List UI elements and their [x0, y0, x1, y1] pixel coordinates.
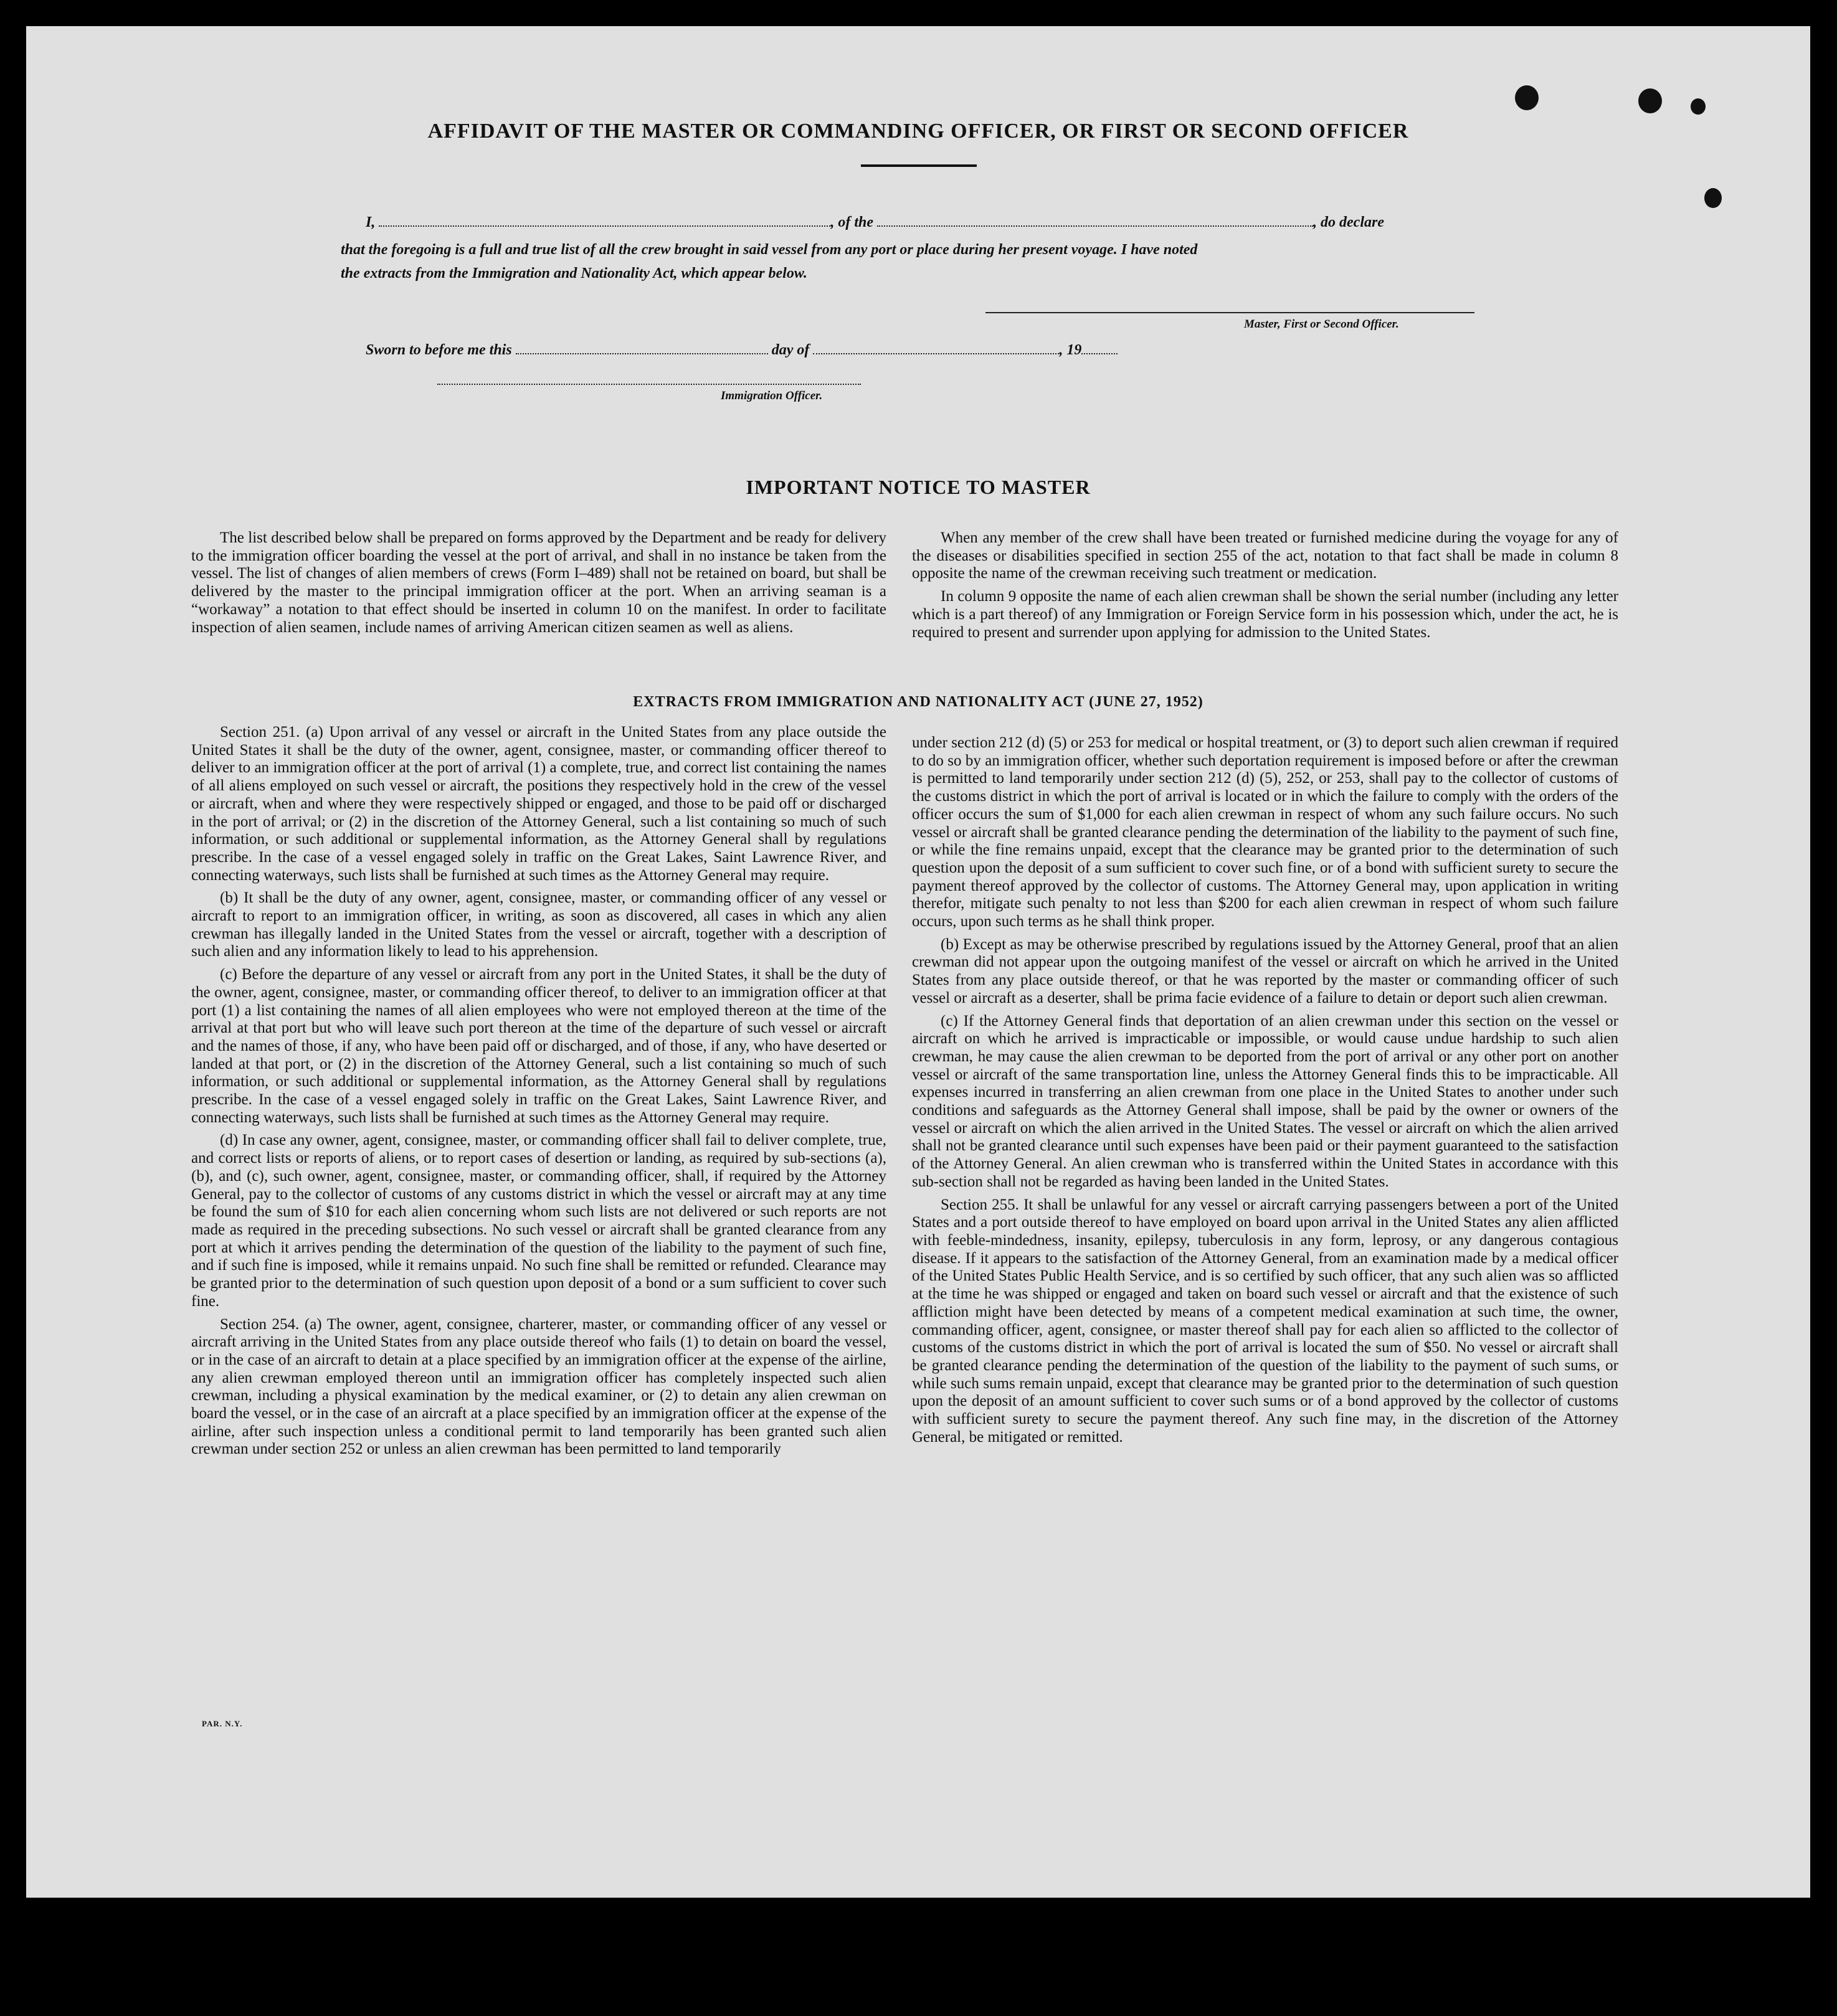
declaration-line — [366, 213, 1512, 231]
declare-prefix: I, — [366, 214, 376, 230]
notice-left-column — [191, 529, 886, 637]
statement-line-1: that the foregoing is a full and true list of all the crew brought in said vessel from any port or place during her present voyage. I have noted — [341, 242, 1198, 258]
section-254-c: (c) If the Attorney General finds that deportation of an alien crewman under this section on the vessel or aircraft on which he arrived is impracticable or impossible, or would cause undue hardship to such alien crewman, he may cause the alien crewman to be deported from the port of arrival or any other port on another vessel or aircraft of the same transportation line, unless the Attorney General finds this to be impracticable. All expenses incurred in transferring an alien crewman from one place in the United States to another under such conditions and safeguards as the Attorney General shall impose, shall be paid by the owner or owners of the vessel or aircraft on which the alien arrived in the United States. The vessel or aircraft on which the alien arrived shall not be granted clearance until such expenses have been paid or their payment guaranteed to the satisfaction of the Attorney General. An alien crewman who is transferred within the United States in accordance with this sub-section shall not be regarded as having been landed in the United States. — [912, 1012, 1618, 1190]
section-251-c: (c) Before the departure of any vessel or aircraft from any port in the United States, it shall be the duty of the owner, agent, consignee, master, or commanding officer thereof, to deliver to an immigration officer at that port (1) a list containing the names of all alien employees who were not employed thereon at the time of the arrival at that port but who will leave such port thereon at the time of the departure of such vessel or aircraft and the names of those, if any, who have been paid off or discharged, and of those, if any, who have deserted or landed at that port, or (2) in the discretion of the Attorney General, such a list containing so much of such information, or such additional or supplemental information, as the Attorney General shall by regulations prescribe. In the case of a vessel engaged solely in traffic on the Great Lakes, Saint Lawrence River, and connecting waterways, such lists shall be furnished at such times as the Attorney General may require. — [191, 966, 886, 1126]
name-field[interactable] — [379, 213, 830, 227]
title-rule — [861, 164, 977, 167]
section-251-b: (b) It shall be the duty of any owner, agent, consignee, master, or commanding officer of any vessel or aircraft to report to an immigration officer, in writing, as soon as discovered, all cases in which any alien crewman has illegally landed in the United States from the vessel or aircraft, together with a description of such alien and any information likely to lead to his apprehension. — [191, 889, 886, 960]
ink-blot — [1515, 85, 1539, 110]
sworn-day-field[interactable] — [516, 341, 768, 354]
extracts-title: EXTRACTS FROM IMMIGRATION AND NATIONALITY ACT (JUNE 27, 1952) — [633, 694, 1203, 710]
section-254-a: Section 254. (a) The owner, agent, consignee, charterer, master, or commanding officer of any vessel or aircraft arriving in the United States from any place outside thereof who fails (1) to detain on board the vessel, or in the case of an aircraft to detain at a place specified by an immigration officer at the expense of the airline, any alien crewman employed thereon until an immigration officer has completely inspected such alien crewman, including a physical examination by the medical examiner, or (2) to detain any alien crewman on board the vessel, or in the case of an aircraft at a place specified by an immigration officer at the expense of the airline, after such inspection unless a conditional permit to land temporarily has been granted such alien crewman under section 252 or unless an alien crewman has been permitted to land temporarily — [191, 1315, 886, 1458]
section-254-a-continued: under section 212 (d) (5) or 253 for medical or hospital treatment, or (3) to deport such alien crewman if required to do so by an immigration officer, whether such deportation requirement is imposed before or after the crewman is permitted to land temporarily under section 212 (d) (5), 252, or 253, shall pay to the collector of customs of the customs district in which the port of arrival is located or in which the failure to comply with the orders of the officer occurs the sum of $1,000 for each alien crewman in respect of whom any such failure occurs. No such vessel or aircraft shall be granted clearance pending the determination of the liability to the payment of such fine, or while the fine remains unpaid, except that the clearance may be granted prior to the determination of such question upon the deposit of a sum sufficient to cover such fine, or of a bond with sufficient surety to secure the payment thereof approved by the collector of customs. The Attorney General may, upon application in writing therefor, mitigate such penalty to not less than $200 for each alien crewman in respect of whom such failure occurs, upon such terms as he shall think proper. — [912, 734, 1618, 930]
section-255: Section 255. It shall be unlawful for any vessel or aircraft carrying passengers between a port of the United States and a port outside thereof to have employed on board upon arrival in the United States any alien afflicted with feeble-mindedness, insanity, epilepsy, tuberculosis in any form, leprosy, or any dangerous contagious disease. If it appears to the satisfaction of the Attorney General, from an examination made by a medical officer of the United States Public Health Service, and is so certified by such officer, that any such alien was so afflicted at the time he was shipped or engaged and taken on board such vessel or aircraft and that the existence of such affliction might have been detected by means of a competent medical examination at such time, the owner, commanding officer, agent, consignee, or master thereof shall pay for each alien so afflicted to the collector of customs of the customs district in which the port of arrival is located the sum of $50. No vessel or aircraft shall be granted clearance pending the determination of the question of the liability to the payment of such sums, or while such sums remain unpaid, except that clearance may be granted prior to the determination of such question upon the deposit of an amount sufficient to cover such sums or of a bond approved by the collector of customs with sufficient surety to secure the payment thereof. Any such fine may, in the discretion of the Attorney General, be mitigated or remitted. — [912, 1196, 1618, 1446]
notice-right-column — [912, 529, 1618, 641]
section-254-b: (b) Except as may be otherwise prescribed by regulations issued by the Attorney General, proof that an alien crewman did not appear upon the outgoing manifest of the vessel or aircraft on which he arrived in the United States from any place outside thereof, or that he was reported by the master or commanding officer of such vessel or aircraft as a deserter, shall be prima facie evidence of a failure to detain or deport such alien crewman. — [912, 935, 1618, 1006]
punch-hole — [1638, 88, 1662, 113]
extracts-right-column — [912, 734, 1618, 1446]
master-signature-label: Master, First or Second Officer. — [1244, 318, 1399, 331]
printer-mark: PAR. N.Y. — [202, 1719, 243, 1728]
officer-signature-line[interactable] — [437, 384, 861, 385]
notice-right-paragraph-1: When any member of the crew shall have been treated or furnished medicine during the voyage for any of the diseases or disabilities specified in section 255 of the act, notation to that fact shall be made in column 8 opposite the name of the crewman receiving such treatment or medication. — [912, 529, 1618, 582]
sworn-prefix: Sworn to before me this — [366, 342, 512, 358]
sworn-day-label: day of — [771, 342, 810, 358]
document-page — [26, 26, 1810, 1898]
punch-hole — [1691, 98, 1706, 115]
declare-suffix: , do declare — [1313, 214, 1384, 230]
sworn-year-field[interactable] — [1081, 341, 1118, 354]
extracts-left-column — [191, 724, 886, 1459]
notice-title: IMPORTANT NOTICE TO MASTER — [746, 476, 1091, 498]
vessel-field[interactable] — [877, 213, 1313, 227]
notice-right-paragraph-2: In column 9 opposite the name of each alien crewman shall be shown the serial number (including any letter which is a part thereof) of any Immigration or Foreign Service form in his possession which, under the act, he is required to present and surrender upon applying for admission to the United States. — [912, 588, 1618, 641]
section-251-d: (d) In case any owner, agent, consignee, master, or commanding officer shall fail to deliver complete, true, and correct lists or reports of aliens, or to report cases of desertion or landing, as required by sub-sections (a), (b), and (c), such owner, agent, consignee, master, or commanding officer, shall, if required by the Attorney General, pay to the collector of customs of any customs district in which the vessel or aircraft may at any time be found the sum of $10 for each alien concerning whom such lists are not delivered or such reports are not made as required in the preceding subsections. No such vessel or aircraft shall be granted clearance from any port at which it arrives pending the determination of the question of the liability to the payment of such fine, and if such fine is imposed, while it remains unpaid. No such fine shall be remitted or refunded. Clearance may be granted prior to the determination of such question upon deposit of a bond or a sum sufficient to cover such fine. — [191, 1132, 886, 1310]
ink-blot — [1704, 188, 1722, 208]
section-251-a: Section 251. (a) Upon arrival of any vessel or aircraft in the United States from any place outside the United States it shall be the duty of the owner, agent, consignee, master, or commanding officer thereof to deliver to an immigration officer at the port of arrival (1) a complete, true, and correct list containing the names of all aliens employed on such vessel or aircraft, the positions they respectively hold in the crew of the vessel or aircraft, when and where they were respectively shipped or engaged, and those to be paid off or discharged in the port of arrival; or (2) in the discretion of the Attorney General, such a list containing so much of such information, or such additional or supplemental information, as the Attorney General shall by regulations prescribe. In the case of a vessel engaged solely in traffic on the Great Lakes, Saint Lawrence River, and connecting waterways, such lists shall be furnished at such times as the Attorney General may require. — [191, 724, 886, 884]
affidavit-title: AFFIDAVIT OF THE MASTER OR COMMANDING OFFICER, OR FIRST OR SECOND OFFICER — [427, 120, 1409, 143]
master-signature-line[interactable] — [985, 312, 1474, 313]
officer-signature-label: Immigration Officer. — [721, 389, 823, 402]
sworn-year-label: , 19 — [1059, 342, 1082, 358]
declare-of: , of the — [830, 214, 874, 230]
sworn-month-field[interactable] — [813, 341, 1059, 354]
notice-left-paragraph: The list described below shall be prepared on forms approved by the Department and be ready for delivery to the immigration officer boarding the vessel at the port of arrival, and shall in no instance be taken from the vessel. The list of changes of alien members of crews (Form I–489) shall not be retained on board, but shall be delivered by the master to the principal immigration officer at the port. When an arriving seaman is a “workaway” a notation to that effect should be inserted in column 10 on the manifest. In order to facilitate inspection of alien seamen, include names of arriving American citizen seamen as well as aliens. — [191, 529, 886, 636]
statement-line-2: the extracts from the Immigration and Nationality Act, which appear below. — [341, 265, 807, 282]
sworn-line — [366, 341, 1118, 359]
